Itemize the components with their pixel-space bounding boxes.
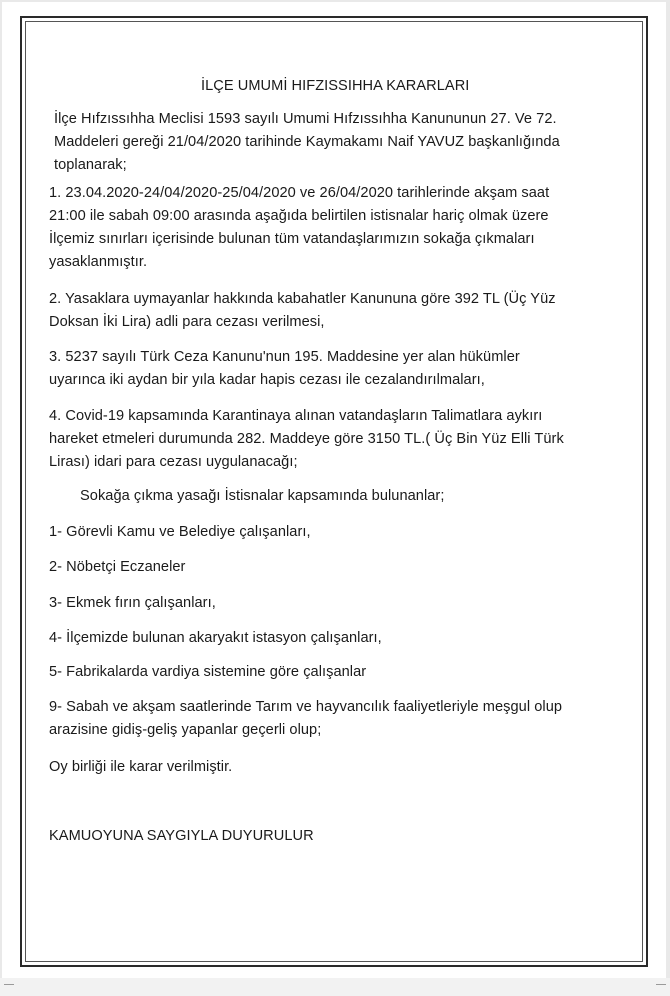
- decision-3-line: 3. 5237 sayılı Türk Ceza Kanunu'nun 195. Maddesine yer alan hükümler: [49, 349, 520, 365]
- decision-1-line: yasaklanmıştır.: [49, 254, 148, 270]
- exception-item: 1- Görevli Kamu ve Belediye çalışanları,: [49, 524, 311, 540]
- closing-statement: KAMUOYUNA SAYGIYLA DUYURULUR: [49, 828, 314, 844]
- decision-1-line: 1. 23.04.2020-24/04/2020-25/04/2020 ve 26/04/2020 tarihlerinde akşam saat: [49, 185, 550, 201]
- exception-9-line: 9- Sabah ve akşam saatlerinde Tarım ve hayvancılık faaliyetleriyle meşgul olup: [49, 699, 563, 715]
- decision-2-line: Doksan İki Lira) adli para cezası verilmesi,: [49, 314, 325, 330]
- document-page: [2, 2, 666, 978]
- decision-4-line: Lirası) idari para cezası uygulanacağı;: [49, 454, 298, 470]
- intro-paragraph: [54, 108, 560, 177]
- exception-item: 2- Nöbetçi Eczaneler: [49, 559, 186, 575]
- unanimous-statement: Oy birliği ile karar verilmiştir.: [49, 759, 233, 775]
- page-corner-mark: [656, 984, 666, 993]
- exception-9-line: arazisine gidiş-geliş yapanlar geçerli olup;: [49, 722, 322, 738]
- exception-item: 5- Fabrikalarda vardiya sistemine göre çalışanlar: [49, 664, 367, 680]
- intro-line: toplanarak;: [54, 157, 127, 173]
- intro-line: İlçe Hıfzıssıhha Meclisi 1593 sayılı Umumi Hıfzıssıhha Kanununun 27. Ve 72.: [54, 111, 557, 127]
- exception-item: 4- İlçemizde bulunan akaryakıt istasyon çalışanları,: [49, 630, 382, 646]
- document-title: İLÇE UMUMİ HIFZISSIHHA KARARLARI: [201, 78, 470, 94]
- decision-2: [49, 288, 556, 334]
- decision-1-line: 21:00 ile sabah 09:00 arasında aşağıda belirtilen istisnalar hariç olmak üzere: [49, 208, 549, 224]
- decision-4-line: 4. Covid-19 kapsamında Karantinaya alınan vatandaşların Talimatlara aykırı: [49, 408, 543, 424]
- decision-4: [49, 405, 564, 474]
- decision-2-line: 2. Yasaklara uymayanlar hakkında kabahatler Kanununa göre 392 TL (Üç Yüz: [49, 291, 556, 307]
- exception-9: [49, 696, 562, 742]
- decision-1-line: İlçemiz sınırları içerisinde bulunan tüm vatandaşlarımızın sokağa çıkmaları: [49, 231, 535, 247]
- page-bottom-margin: [0, 978, 670, 996]
- decision-1: [49, 182, 549, 274]
- decision-4-line: hareket etmeleri durumunda 282. Maddeye göre 3150 TL.( Üç Bin Yüz Elli Türk: [49, 431, 564, 447]
- intro-line: Maddeleri gereği 21/04/2020 tarihinde Kaymakamı Naif YAVUZ başkanlığında: [54, 134, 560, 150]
- decision-3-line: uyarınca iki aydan bir yıla kadar hapis cezası ile cezalandırılmaları,: [49, 372, 485, 388]
- page-corner-mark: [4, 984, 14, 993]
- exceptions-heading: Sokağa çıkma yasağı İstisnalar kapsamında bulunanlar;: [80, 488, 445, 504]
- decision-3: [49, 346, 520, 392]
- exception-item: 3- Ekmek fırın çalışanları,: [49, 595, 216, 611]
